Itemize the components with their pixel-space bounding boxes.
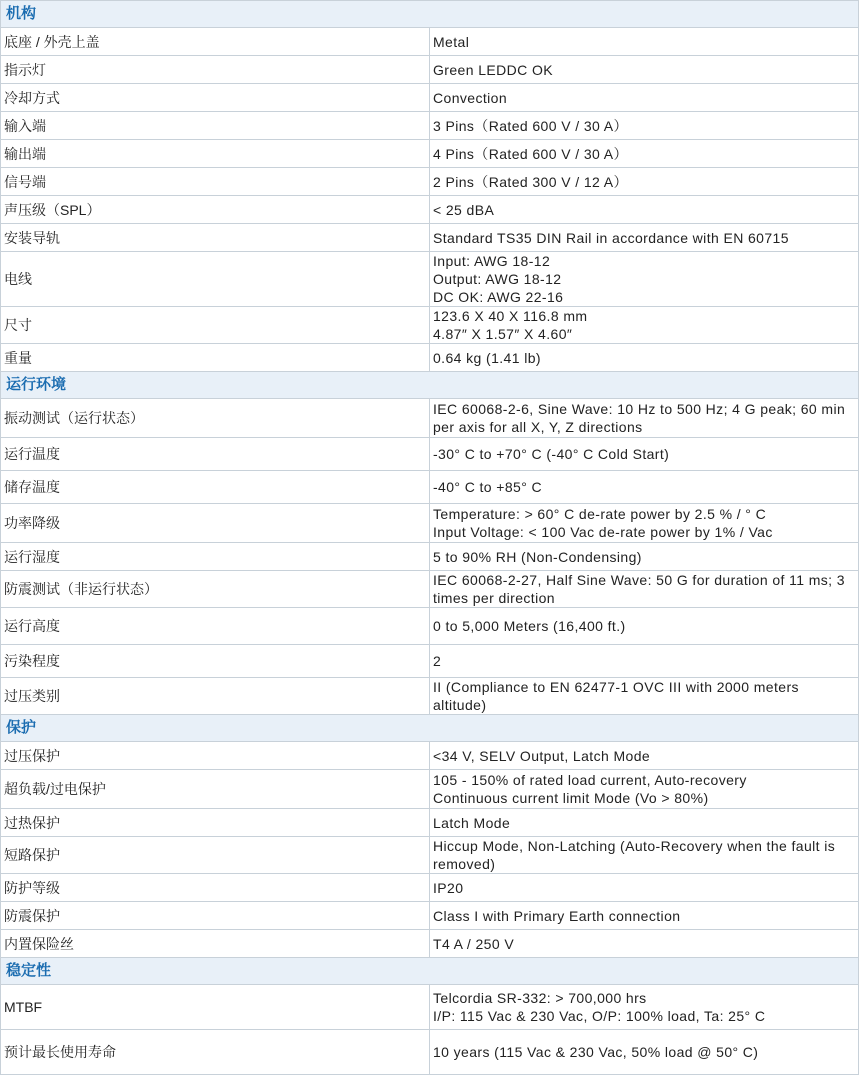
section-header (1, 958, 859, 985)
row-label: 内置保险丝 (1, 930, 430, 958)
section-title: 运行环境 (1, 372, 859, 399)
row-value: -30° C to +70° C (-40° C Cold Start) (430, 438, 859, 471)
table-row (1, 504, 859, 543)
table-row (1, 809, 859, 837)
row-value: II (Compliance to EN 62477-1 OVC III with 2000 meters altitude) (430, 678, 859, 715)
row-value: IP20 (430, 874, 859, 902)
section-title: 机构 (1, 1, 859, 28)
table-row (1, 140, 859, 168)
row-value: -40° C to +85° C (430, 471, 859, 504)
row-label: 信号端 (1, 168, 430, 196)
table-row (1, 112, 859, 140)
section-header (1, 372, 859, 399)
row-label: 指示灯 (1, 56, 430, 84)
table-row (1, 571, 859, 608)
row-value: Standard TS35 DIN Rail in accordance with EN 60715 (430, 224, 859, 252)
row-value: Class I with Primary Earth connection (430, 902, 859, 930)
table-row (1, 224, 859, 252)
table-row (1, 837, 859, 874)
table-row (1, 168, 859, 196)
row-value: 2 (430, 645, 859, 678)
table-row (1, 1030, 859, 1075)
row-value: < 25 dBA (430, 196, 859, 224)
row-label: 功率降级 (1, 504, 430, 543)
table-row (1, 543, 859, 571)
row-value: 5 to 90% RH (Non-Condensing) (430, 543, 859, 571)
row-label: 防护等级 (1, 874, 430, 902)
table-row (1, 742, 859, 770)
table-row (1, 399, 859, 438)
section-title: 保护 (1, 715, 859, 742)
row-value: Latch Mode (430, 809, 859, 837)
row-label: 运行温度 (1, 438, 430, 471)
table-row (1, 471, 859, 504)
section-title: 稳定性 (1, 958, 859, 985)
row-label: 运行湿度 (1, 543, 430, 571)
table-row (1, 56, 859, 84)
row-label: 底座 / 外壳上盖 (1, 28, 430, 56)
row-label: 声压级（SPL） (1, 196, 430, 224)
table-row (1, 608, 859, 645)
table-row (1, 645, 859, 678)
row-value: IEC 60068-2-6, Sine Wave: 10 Hz to 500 Hz; 4 G peak; 60 min per axis for all X, Y, Z directions (430, 399, 859, 438)
row-value: Input: AWG 18-12 Output: AWG 18-12 DC OK: AWG 22-16 (430, 252, 859, 307)
row-value: IEC 60068-2-27, Half Sine Wave: 50 G for duration of 11 ms; 3 times per direction (430, 571, 859, 608)
table-row (1, 28, 859, 56)
row-label: 过压保护 (1, 742, 430, 770)
row-label: 冷却方式 (1, 84, 430, 112)
table-row (1, 985, 859, 1030)
row-label: 防震保护 (1, 902, 430, 930)
section-header (1, 1, 859, 28)
row-value: 0 to 5,000 Meters (16,400 ft.) (430, 608, 859, 645)
row-label: 安装导轨 (1, 224, 430, 252)
table-row (1, 307, 859, 344)
row-value: Green LEDDC OK (430, 56, 859, 84)
row-value: T4 A / 250 V (430, 930, 859, 958)
row-value: Convection (430, 84, 859, 112)
row-label: 重量 (1, 344, 430, 372)
table-row (1, 770, 859, 809)
row-label: 污染程度 (1, 645, 430, 678)
row-label: 预计最长使用寿命 (1, 1030, 430, 1075)
row-value: 10 years (115 Vac & 230 Vac, 50% load @ 50° C) (430, 1030, 859, 1075)
section-header (1, 715, 859, 742)
row-label: 输出端 (1, 140, 430, 168)
row-label: 输入端 (1, 112, 430, 140)
row-label: 过热保护 (1, 809, 430, 837)
row-value: 105 - 150% of rated load current, Auto-recovery Continuous current limit Mode (Vo > 80%) (430, 770, 859, 809)
row-label: 运行高度 (1, 608, 430, 645)
table-row (1, 902, 859, 930)
table-row (1, 438, 859, 471)
row-label: 防震测试（非运行状态） (1, 571, 430, 608)
row-value: 4 Pins（Rated 600 V / 30 A） (430, 140, 859, 168)
table-row (1, 678, 859, 715)
row-label: 短路保护 (1, 837, 430, 874)
row-value: 2 Pins（Rated 300 V / 12 A） (430, 168, 859, 196)
table-row (1, 344, 859, 372)
row-label: MTBF (1, 985, 430, 1030)
row-value: Metal (430, 28, 859, 56)
table-row (1, 874, 859, 902)
row-label: 尺寸 (1, 307, 430, 344)
row-value: 0.64 kg (1.41 lb) (430, 344, 859, 372)
table-row (1, 84, 859, 112)
row-value: Temperature: > 60° C de-rate power by 2.5 % / ° C Input Voltage: < 100 Vac de-rate power by 1% / Vac (430, 504, 859, 543)
table-row (1, 930, 859, 958)
row-label: 储存温度 (1, 471, 430, 504)
row-value: 3 Pins（Rated 600 V / 30 A） (430, 112, 859, 140)
row-label: 电线 (1, 252, 430, 307)
row-label: 过压类别 (1, 678, 430, 715)
table-row (1, 196, 859, 224)
row-label: 超负载/过电保护 (1, 770, 430, 809)
row-value: 123.6 X 40 X 116.8 mm 4.87″ X 1.57″ X 4.60″ (430, 307, 859, 344)
row-value: <34 V, SELV Output, Latch Mode (430, 742, 859, 770)
row-value: Hiccup Mode, Non-Latching (Auto-Recovery when the fault is removed) (430, 837, 859, 874)
row-label: 振动测试（运行状态） (1, 399, 430, 438)
row-value: Telcordia SR-332: > 700,000 hrs I/P: 115 Vac & 230 Vac, O/P: 100% load, Ta: 25° C (430, 985, 859, 1030)
table-row (1, 252, 859, 307)
